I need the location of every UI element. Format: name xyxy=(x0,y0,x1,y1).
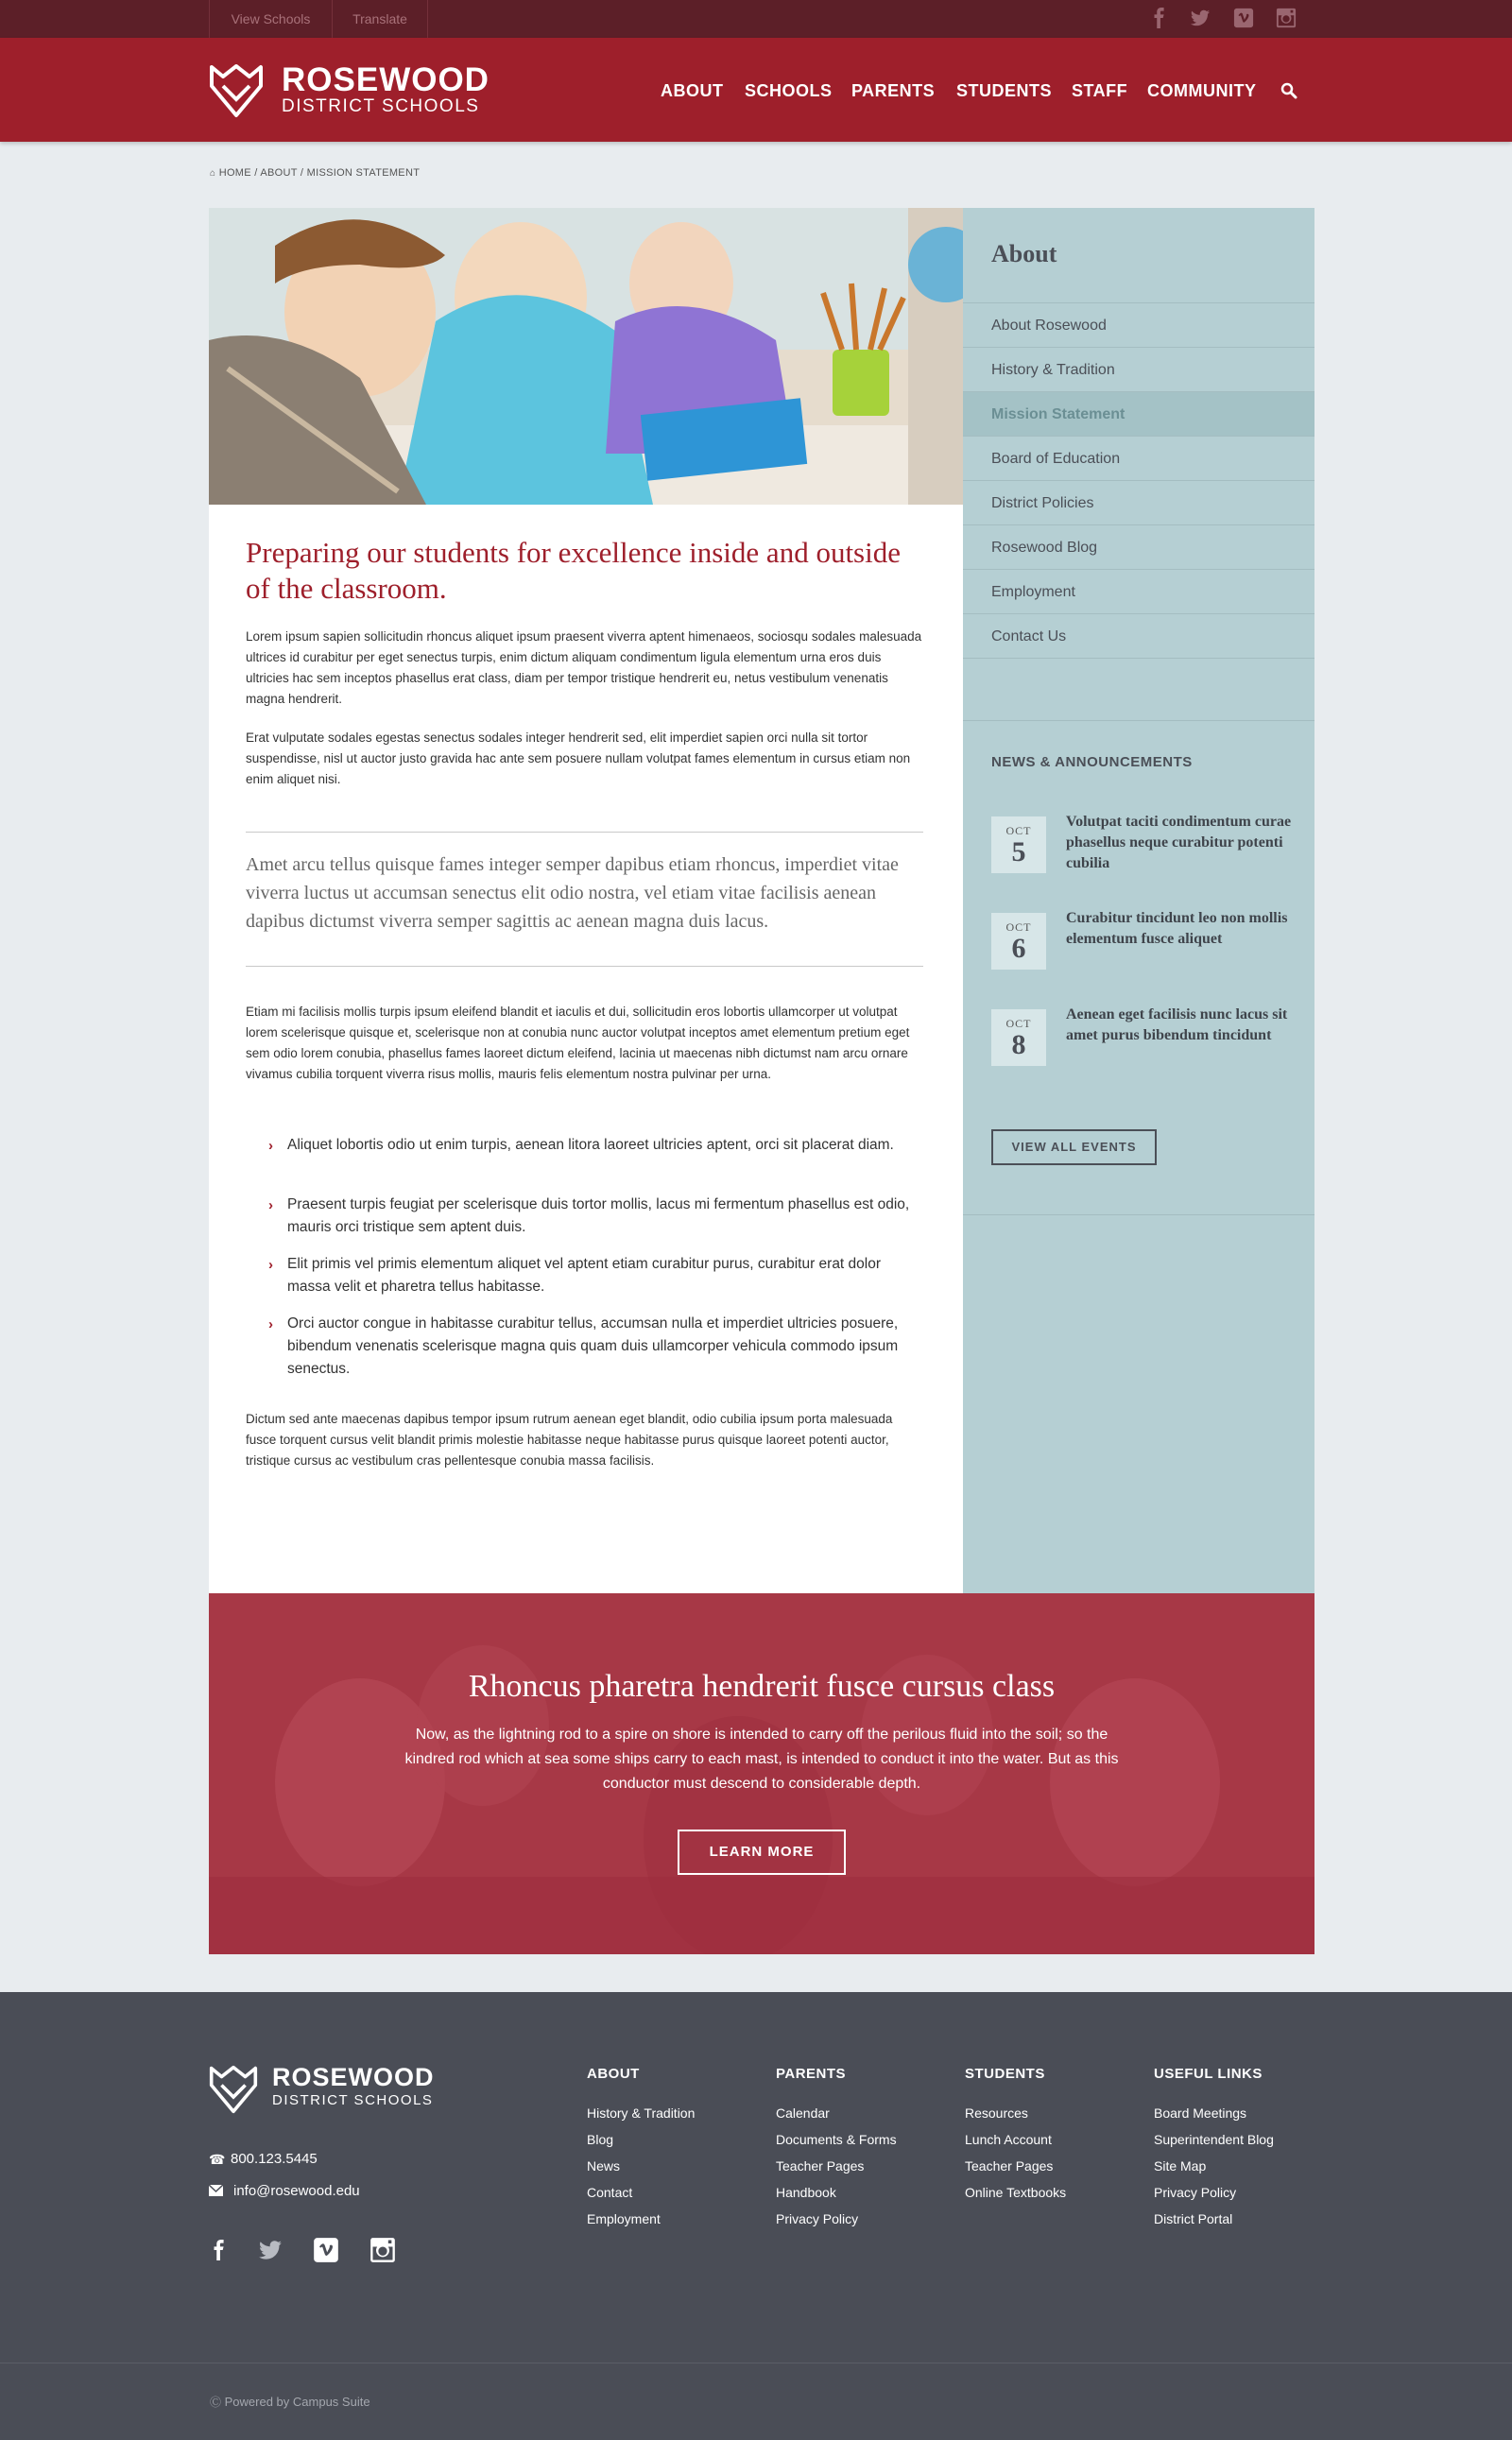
facebook-icon[interactable] xyxy=(1149,8,1170,28)
sidebar-item-mission[interactable]: Mission Statement xyxy=(963,391,1314,436)
footer-link[interactable]: Teacher Pages xyxy=(776,2158,865,2174)
divider-bottom xyxy=(246,966,923,967)
chevron-right-icon: › xyxy=(268,1316,273,1332)
footer-logo-icon[interactable] xyxy=(209,2065,258,2114)
instagram-icon[interactable] xyxy=(369,2237,396,2263)
date-badge: OCT 8 xyxy=(991,1009,1046,1066)
footer-link[interactable]: Documents & Forms xyxy=(776,2132,897,2147)
news-heading: NEWS & ANNOUNCEMENTS xyxy=(991,754,1193,770)
news-item-title[interactable]: Volutpat taciti condimentum curae phasellus neque curabitur potenti cubilia xyxy=(1066,814,1292,871)
facebook-icon[interactable] xyxy=(209,2236,230,2264)
news-item-title[interactable]: Curabitur tincidunt leo non mollis elementum fusce aliquet xyxy=(1066,910,1288,947)
chevron-right-icon: › xyxy=(268,1197,273,1213)
footer-col-useful-links-title: USEFUL LINKS xyxy=(1154,2066,1263,2082)
phone-icon: ☎ xyxy=(209,2152,226,2167)
sidebar-item-board[interactable]: Board of Education xyxy=(963,436,1314,480)
twitter-icon[interactable] xyxy=(256,2238,284,2262)
list-item: › Aliquet lobortis odio ut enim turpis, aenean litora laoreet ultricies aptent, orci sit placerat diam. xyxy=(287,1134,920,1157)
view-all-events-button[interactable]: VIEW ALL EVENTS xyxy=(991,1129,1157,1165)
banner-text: Now, as the lightning rod to a spire on shore is intended to carry off the perilous fluid into the soil; so the kindred rod which at sea some ships carry to each mast, is intended to conduct it into the water. But as this conductor must descend to considerable depth. xyxy=(404,1727,1119,1792)
vimeo-icon[interactable] xyxy=(1233,8,1254,28)
instagram-icon[interactable] xyxy=(1276,8,1297,28)
powered-by-link[interactable]: Powered by Campus Suite xyxy=(224,2395,370,2409)
footer-col-about-title: ABOUT xyxy=(587,2066,640,2082)
divider-top xyxy=(246,832,923,833)
footer-link[interactable]: Privacy Policy xyxy=(1154,2185,1237,2200)
hero-image xyxy=(209,208,963,505)
footer-link[interactable]: Online Textbooks xyxy=(965,2185,1067,2200)
footer-col-students-title: STUDENTS xyxy=(965,2066,1045,2082)
footer-brand-subtitle: DISTRICT SCHOOLS xyxy=(272,2092,434,2108)
pull-quote: Amet arcu tellus quisque fames integer semper dapibus etiam rhoncus, imperdiet vitae viverra luctus ut accumsan senectus elit odio nostra, vel etiam vitae facilisis aenean dapibus dictumst viverra semper sagittis ac aenean magna duis lacus. xyxy=(246,854,899,932)
nav-community[interactable]: COMMUNITY xyxy=(1147,81,1257,100)
closing-paragraph: Dictum sed ante maecenas dapibus tempor ipsum rutrum aenean eget blandit, odio cubilia ipsum porta malesuada fusce torquent cursus velit blandit primis molestie habitasse neque habitasse purus quisque laoreet potenti auctor, tristique cursus ac vestibulum cras pellentesque conubia massa facilisis. xyxy=(246,1412,893,1468)
footer-link[interactable]: Teacher Pages xyxy=(965,2158,1054,2174)
copyright-icon: Ⓒ xyxy=(210,2396,222,2409)
sidebar-item-policies[interactable]: District Policies xyxy=(963,480,1314,524)
list-item: › Praesent turpis feugiat per scelerisque duis tortor mollis, lacus mi fermentum phasellus est odio, mauris orci tristique sem aptent duis. xyxy=(268,1196,910,1235)
footer-link[interactable]: Employment xyxy=(587,2211,661,2226)
sidebar xyxy=(963,208,1314,1593)
breadcrumb xyxy=(210,167,420,179)
sidebar-divider xyxy=(963,658,1314,659)
footer-link[interactable]: Blog xyxy=(587,2132,614,2147)
cta-banner xyxy=(209,1593,1314,1954)
footer-email[interactable]: info@rosewood.edu xyxy=(233,2183,360,2199)
chevron-right-icon: › xyxy=(268,1138,273,1154)
page-headline: Preparing our students for excellence inside and outside of the classroom. xyxy=(246,536,901,605)
sidebar-divider xyxy=(963,720,1314,721)
nav-students[interactable]: STUDENTS xyxy=(956,81,1053,100)
sidebar-divider xyxy=(963,1214,1314,1215)
date-badge: OCT 5 xyxy=(991,816,1046,873)
brand-subtitle: DISTRICT SCHOOLS xyxy=(282,96,480,116)
banner-title: Rhoncus pharetra hendrerit fusce cursus class xyxy=(468,1669,1056,1704)
vimeo-icon[interactable] xyxy=(313,2237,339,2263)
nav-schools[interactable]: SCHOOLS xyxy=(745,81,833,100)
footer-link[interactable]: Superintendent Blog xyxy=(1154,2132,1274,2147)
site-footer xyxy=(0,1992,1512,2440)
footer-link[interactable]: Board Meetings xyxy=(1154,2105,1247,2121)
sidebar-item-contact[interactable]: Contact Us xyxy=(963,613,1314,658)
learn-more-button[interactable]: LEARN MORE xyxy=(678,1830,846,1875)
translate-link[interactable]: Translate xyxy=(332,0,428,38)
twitter-icon[interactable] xyxy=(1190,8,1211,28)
sidebar-item-history[interactable]: History & Tradition xyxy=(963,347,1314,391)
footer-brand-name[interactable]: ROSEWOOD xyxy=(272,2063,435,2091)
intro-paragraph: Lorem ipsum sapien sollicitudin rhoncus aliquet ipsum praesent viverra aptent himenaeos, sociosqu sodales malesuada ultrices id curabitur per eget senectus turpis, enim dictum aliquam condimentum ligula elementum urna eros duis ultricies hac sem inceptos phasellus erat class, diam per tempor tristique hendrerit eu, netus vestibulum venenatis magna hendrerit. xyxy=(246,629,922,706)
footer-phone[interactable]: 800.123.5445 xyxy=(231,2151,318,2167)
footer-col-parents-title: PARENTS xyxy=(776,2066,847,2082)
footer-link[interactable]: Contact xyxy=(587,2185,633,2200)
sidebar-title: About xyxy=(991,240,1057,267)
nav-about[interactable]: ABOUT xyxy=(661,81,724,100)
footer-link[interactable]: Lunch Account xyxy=(965,2132,1052,2147)
brand-name[interactable]: ROSEWOOD xyxy=(282,61,490,98)
chevron-right-icon: › xyxy=(268,1257,273,1273)
date-badge: OCT 6 xyxy=(991,913,1046,970)
view-schools-link[interactable]: View Schools xyxy=(209,0,332,38)
rosewood-logo-icon[interactable] xyxy=(209,63,264,118)
news-item-title[interactable]: Aenean eget facilisis nunc lacus sit amet purus bibendum tincidunt xyxy=(1066,1006,1288,1043)
nav-parents[interactable]: PARENTS xyxy=(851,81,936,100)
site-header xyxy=(0,38,1512,142)
footer-link[interactable]: Site Map xyxy=(1154,2158,1207,2174)
footer-link[interactable]: Resources xyxy=(965,2105,1028,2121)
footer-link[interactable]: Calendar xyxy=(776,2105,830,2121)
nav-staff[interactable]: STAFF xyxy=(1072,81,1128,100)
footer-link[interactable]: Privacy Policy xyxy=(776,2211,859,2226)
footer-link[interactable]: History & Tradition xyxy=(587,2105,696,2121)
sidebar-item-blog[interactable]: Rosewood Blog xyxy=(963,524,1314,569)
powered-by xyxy=(210,2394,370,2410)
sidebar-item-employment[interactable]: Employment xyxy=(963,569,1314,613)
utility-bar xyxy=(0,0,1512,38)
footer-link[interactable]: District Portal xyxy=(1154,2211,1233,2226)
email-icon xyxy=(209,2185,223,2196)
home-icon[interactable]: ⌂ xyxy=(210,168,216,179)
footer-link[interactable]: News xyxy=(587,2158,621,2174)
sidebar-item-about-rosewood[interactable]: About Rosewood xyxy=(963,302,1314,347)
list-item: › Orci auctor congue in habitasse curabitur tellus, accumsan nulla et imperdiet ultricies posuere, bibendum venenatis scelerisque magna quis quam duis ullamcorper vehicula commodo ipsum senectus. xyxy=(268,1315,899,1377)
search-icon[interactable] xyxy=(1280,82,1297,99)
list-item: › Elit primis vel primis elementum aliquet vel aptent etiam curabitur purus, curabitur erat dolor massa velit et pharetra tellus habitasse. xyxy=(268,1256,882,1295)
footer-link[interactable]: Handbook xyxy=(776,2185,836,2200)
breadcrumb-trail[interactable]: HOME / ABOUT / MISSION STATEMENT xyxy=(218,167,421,179)
body-paragraph: Etiam mi facilisis mollis turpis ipsum eleifend blandit et iaculis et dui, sollicitudin eros lobortis ullamcorper ut volutpat lorem scelerisque quisque et, scelerisque non at conubia nunc auctor volutpat inceptos amet elementum pretium eget sem odio lorem conubia, phasellus fames laoreet dictum eleifend, lacinia ut maecenas nibh dictumst nam arcu ornare vivamus cubilia torquent viverra risus mollis, mauris felis elementum nostra pulvinar per urna. xyxy=(246,1005,910,1081)
second-paragraph: Erat vulputate sodales egestas senectus sodales integer hendrerit sed, elit imperdiet sapien orci nulla sit tortor suspendisse, nisl ut auctor justo gravida hac ante sem posuere nullam volutpat fames elementum in cursus etiam non enim aliquet nisi. xyxy=(246,730,911,786)
